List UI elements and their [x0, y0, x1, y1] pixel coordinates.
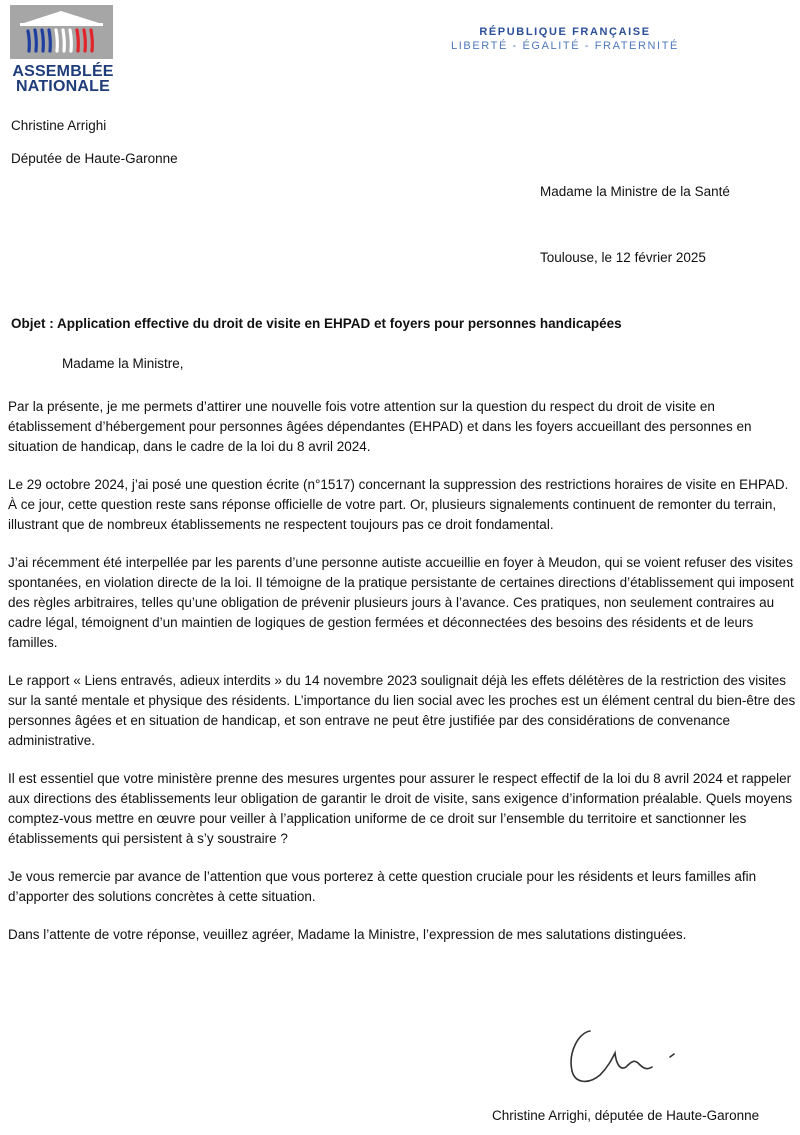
letter-body: [8, 397, 798, 963]
paragraph-4: Le rapport « Liens entravés, adieux interdits » du 14 novembre 2023 soulignait déjà les effets délétères de la restriction des visites sur la santé mentale et physique des résidents. L’importance du lien social avec les proches est un élément central du bien-être des personnes âgées et en situation de handicap, et son entrave ne peut être justifiée par des considérations de convenance administrative.: [8, 673, 796, 748]
hemicycle-emblem: [10, 5, 113, 59]
paragraph-6: Je vous remercie par avance de l’attention que vous porterez à cette question cruciale pour les résidents et leurs familles afin d’apporter des solutions concrètes à cette situation.: [8, 869, 757, 904]
place-date: Toulouse, le 12 février 2025: [540, 250, 706, 265]
paragraph-1: Par la présente, je me permets d’attirer une nouvelle fois votre attention sur la question du respect du droit de visite en établissement d’hébergement pour personnes âgées dépendantes (EHPAD) et dans les foyers accueillant des personnes en situation de handicap, dans le cadre de la loi du 8 avril 2024.: [8, 399, 752, 454]
salutation: Madame la Ministre,: [62, 356, 184, 371]
republic-motto: LIBERTÉ - ÉGALITÉ - FRATERNITÉ: [451, 40, 679, 52]
republic-header: [420, 26, 710, 52]
logo-line-1: ASSEMBLÉE: [12, 63, 114, 80]
logo-line-2: NATIONALE: [16, 78, 110, 95]
republic-title: RÉPUBLIQUE FRANÇAISE: [479, 26, 651, 38]
paragraph-2: Le 29 octobre 2024, j’ai posé une question écrite (n°1517) concernant la suppression des restrictions horaires de visite en EHPAD. À ce jour, cette question reste sans réponse officielle de votre part. Or, plusieurs signalements continuent de remonter du terrain, illustrant que de nombreux établissements ne respectent toujours pas ce droit fondamental.: [8, 477, 789, 532]
sender-name: Christine Arrighi: [11, 118, 107, 133]
subject-line: Objet : Application effective du droit de visite en EHPAD et foyers pour personnes handicapées: [11, 316, 622, 331]
recipient: Madame la Ministre de la Santé: [540, 184, 730, 199]
paragraph-5: Il est essentiel que votre ministère prenne des mesures urgentes pour assurer le respect effectif de la loi du 8 avril 2024 et rappeler aux directions des établissements leur obligation de garantir le droit de visite, sans exigence d’information préalable. Quels moyens comptez-vous mettre en œuvre pour veiller à l’application uniforme de ce droit sur l’ensemble du territoire et sanctionner les établissements qui persistent à s’y soustraire ?: [8, 771, 793, 846]
paragraph-3: J’ai récemment été interpellée par les parents d’une personne autiste accueillie en foyer à Meudon, qui se voient refuser des visites spontanées, en violation directe de la loi. Il témoigne de la pratique persistante de certaines directions d’établissement qui imposent des règles arbitraires, telles qu’une obligation de prévenir plusieurs jours à l’avance. Ces pratiques, non seulement contraires au cadre légal, témoignent d’un maintien de logiques de gestion fermées et déconnectées des besoins des résidents et de leurs familles.: [8, 555, 794, 650]
paragraph-7: Dans l’attente de votre réponse, veuillez agréer, Madame la Ministre, l’expression de mes salutations distinguées.: [8, 927, 687, 942]
assemblee-nationale-logo: [10, 5, 116, 94]
signature-line: Christine Arrighi, députée de Haute-Garonne: [492, 1108, 760, 1123]
handwritten-signature: [560, 1023, 690, 1098]
logo-text: [10, 64, 116, 94]
sender-role: Députée de Haute-Garonne: [11, 151, 178, 166]
